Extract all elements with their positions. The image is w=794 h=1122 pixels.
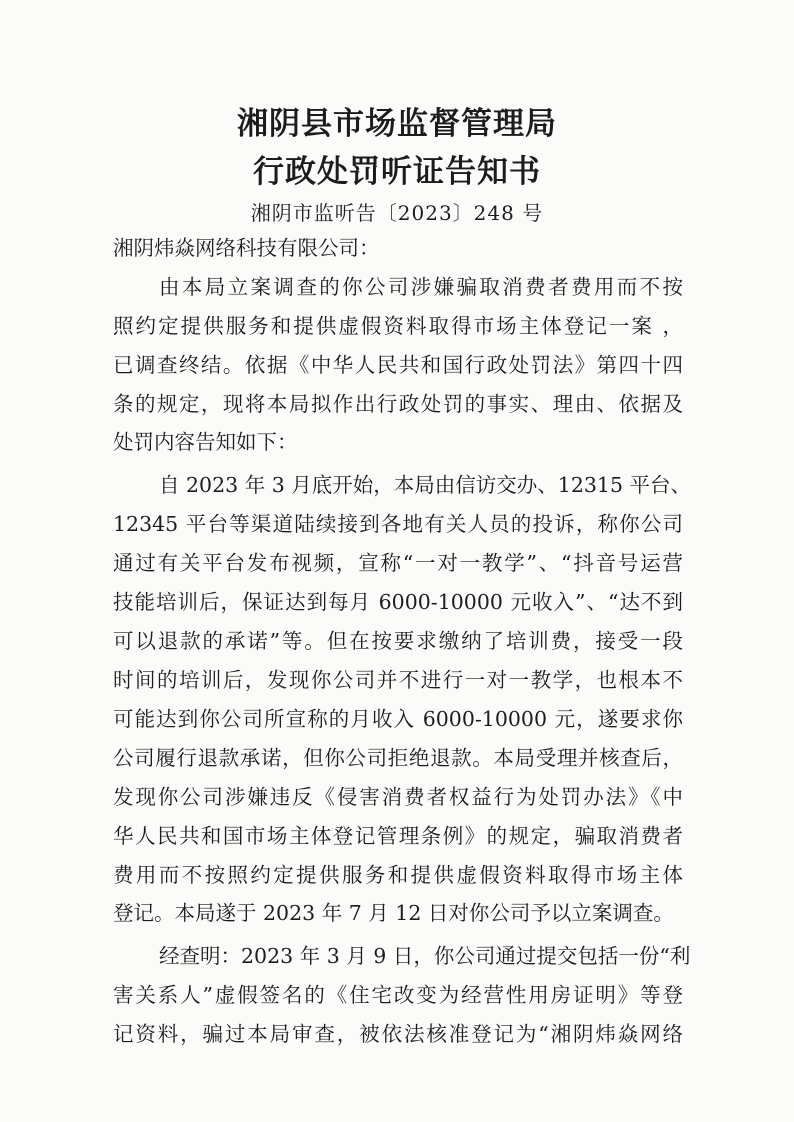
paragraph-3-line: 害关系人”虚假签名的《住宅改变为经营性用房证明》等登 (113, 983, 683, 1007)
paragraph-1-line: 由本局立案调查的你公司涉嫌骗取消费者费用而不按 (159, 275, 683, 299)
paragraph-2-line: 自 2023 年 3 月底开始，本局由信访交办、12315 平台、 (159, 473, 692, 497)
paragraph-2-line: 时间的培训后，发现你公司并不进行一对一教学，也根本不 (113, 668, 683, 692)
paragraph-2-line: 公司履行退款承诺，但你公司拒绝退款。本局受理并核查后， (113, 746, 683, 770)
document-number: 湘阴市监听告〔2023〕248 号 (250, 201, 544, 225)
paragraph-2-line: 可能达到你公司所宣称的月收入 6000-10000 元，遂要求你 (113, 707, 683, 731)
paragraph-1-line: 已调查终结。依据《中华人民共和国行政处罚法》第四十四 (113, 353, 683, 377)
paragraph-3-line: 经查明：2023 年 3 月 9 日，你公司通过提交包括一份“利 (159, 944, 691, 968)
paragraph-2-line: 通过有关平台发布视频，宣称“一对一教学”、“抖音号运营 (113, 551, 683, 575)
paragraph-2-line: 发现你公司涉嫌违反《侵害消费者权益行为处罚办法》《中 (113, 785, 683, 809)
paragraph-2-line: 可以退款的承诺”等。但在按要求缴纳了培训费，接受一段 (113, 629, 683, 653)
recipient-line: 湘阴炜焱网络科技有限公司： (113, 236, 380, 260)
paragraph-1-line: 条的规定，现将本局拟作出行政处罚的事实、理由、依据及 (113, 392, 683, 416)
paragraph-1-line: 处罚内容告知如下： (113, 430, 298, 454)
document-title-notice: 行政处罚听证告知书 (253, 154, 541, 190)
paragraph-2-line: 华人民共和国市场主体登记管理条例》的规定，骗取消费者 (113, 824, 683, 848)
paragraph-3-line: 记资料，骗过本局审查，被依法核准登记为“湘阴炜焱网络 (113, 1022, 683, 1046)
paragraph-1-line: 照约定提供服务和提供虚假资料取得市场主体登记一案 ， (113, 314, 683, 338)
paragraph-2-line: 12345 平台等渠道陆续接到各地有关人员的投诉，称你公司 (113, 512, 683, 536)
paragraph-2-line: 技能培训后，保证达到每月 6000-10000 元收入”、“达不到 (113, 590, 683, 614)
document-title-agency: 湘阴县市场监督管理局 (237, 106, 557, 142)
paragraph-2-line: 登记。本局遂于 2023 年 7 月 12 日对你公司予以立案调查。 (113, 901, 674, 925)
paragraph-2-line: 费用而不按照约定提供服务和提供虚假资料取得市场主体 (113, 863, 683, 887)
